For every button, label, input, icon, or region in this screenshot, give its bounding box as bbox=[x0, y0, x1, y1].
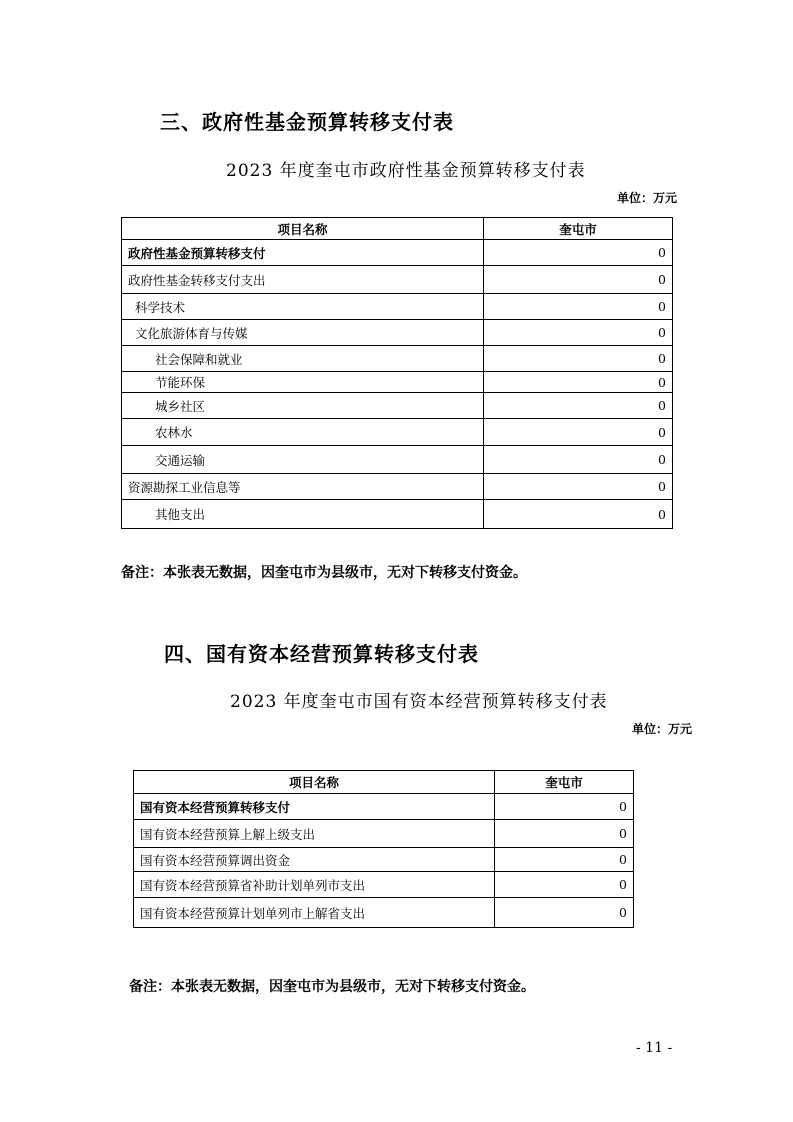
row-value: 0 bbox=[484, 320, 673, 346]
row-name: 交通运输 bbox=[122, 446, 484, 474]
table-row bbox=[122, 346, 673, 372]
row-value: 0 bbox=[484, 266, 673, 294]
section4-note: 备注：本张表无数据，因奎屯市为县级市，无对下转移支付资金。 bbox=[129, 979, 535, 995]
table-row bbox=[134, 898, 634, 928]
row-name: 国有资本经营预算上解上级支出 bbox=[134, 820, 495, 848]
row-name: 政府性基金预算转移支付 bbox=[122, 240, 484, 266]
row-value: 0 bbox=[484, 393, 673, 419]
table-row bbox=[134, 872, 634, 898]
row-value: 0 bbox=[495, 872, 634, 898]
row-value: 0 bbox=[484, 446, 673, 474]
row-value: 0 bbox=[484, 372, 673, 393]
row-value: 0 bbox=[484, 474, 673, 500]
table-row bbox=[122, 419, 673, 446]
table-header-row bbox=[122, 218, 673, 240]
row-name: 节能环保 bbox=[122, 372, 484, 393]
row-name: 城乡社区 bbox=[122, 393, 484, 419]
column-header-name: 项目名称 bbox=[134, 771, 495, 794]
column-header-city: 奎屯市 bbox=[484, 218, 673, 240]
table-row bbox=[122, 320, 673, 346]
table-row bbox=[122, 393, 673, 419]
row-name: 文化旅游体育与传媒 bbox=[122, 320, 484, 346]
table-row bbox=[122, 446, 673, 474]
table-row bbox=[134, 820, 634, 848]
row-value: 0 bbox=[495, 898, 634, 928]
section3-heading: 三、政府性基金预算转移支付表 bbox=[160, 110, 454, 134]
row-name: 国有资本经营预算省补助计划单列市支出 bbox=[134, 872, 495, 898]
row-value: 0 bbox=[484, 346, 673, 372]
row-value: 0 bbox=[495, 820, 634, 848]
row-name: 社会保障和就业 bbox=[122, 346, 484, 372]
row-value: 0 bbox=[495, 794, 634, 820]
column-header-name: 项目名称 bbox=[122, 218, 484, 240]
table-row bbox=[122, 500, 673, 529]
table-header-row bbox=[134, 771, 634, 794]
table-row bbox=[122, 266, 673, 294]
row-name: 其他支出 bbox=[122, 500, 484, 529]
table-row bbox=[134, 848, 634, 872]
page-number: - 11 - bbox=[636, 1040, 673, 1056]
section4-subtitle: 2023 年度奎屯市国有资本经营预算转移支付表 bbox=[230, 692, 608, 712]
table-row bbox=[122, 474, 673, 500]
row-value: 0 bbox=[484, 419, 673, 446]
row-value: 0 bbox=[495, 848, 634, 872]
section3-unit: 单位：万元 bbox=[617, 191, 678, 205]
row-name: 国有资本经营预算转移支付 bbox=[134, 794, 495, 820]
row-name: 资源勘探工业信息等 bbox=[122, 474, 484, 500]
row-name: 政府性基金转移支付支出 bbox=[122, 266, 484, 294]
row-value: 0 bbox=[484, 240, 673, 266]
row-name: 国有资本经营预算计划单列市上解省支出 bbox=[134, 898, 495, 928]
section4-heading: 四、国有资本经营预算转移支付表 bbox=[164, 642, 479, 666]
table-row bbox=[122, 294, 673, 320]
column-header-city: 奎屯市 bbox=[495, 771, 634, 794]
table-row bbox=[122, 240, 673, 266]
table-row bbox=[134, 794, 634, 820]
section4-unit: 单位：万元 bbox=[632, 722, 693, 736]
row-value: 0 bbox=[484, 294, 673, 320]
row-value: 0 bbox=[484, 500, 673, 529]
row-name: 科学技术 bbox=[122, 294, 484, 320]
section3-note: 备注：本张表无数据，因奎屯市为县级市，无对下转移支付资金。 bbox=[121, 565, 527, 581]
row-name: 国有资本经营预算调出资金 bbox=[134, 848, 495, 872]
section3-table bbox=[121, 217, 673, 529]
table-row bbox=[122, 372, 673, 393]
section4-table bbox=[133, 770, 634, 928]
section3-subtitle: 2023 年度奎屯市政府性基金预算转移支付表 bbox=[226, 161, 586, 181]
row-name: 农林水 bbox=[122, 419, 484, 446]
